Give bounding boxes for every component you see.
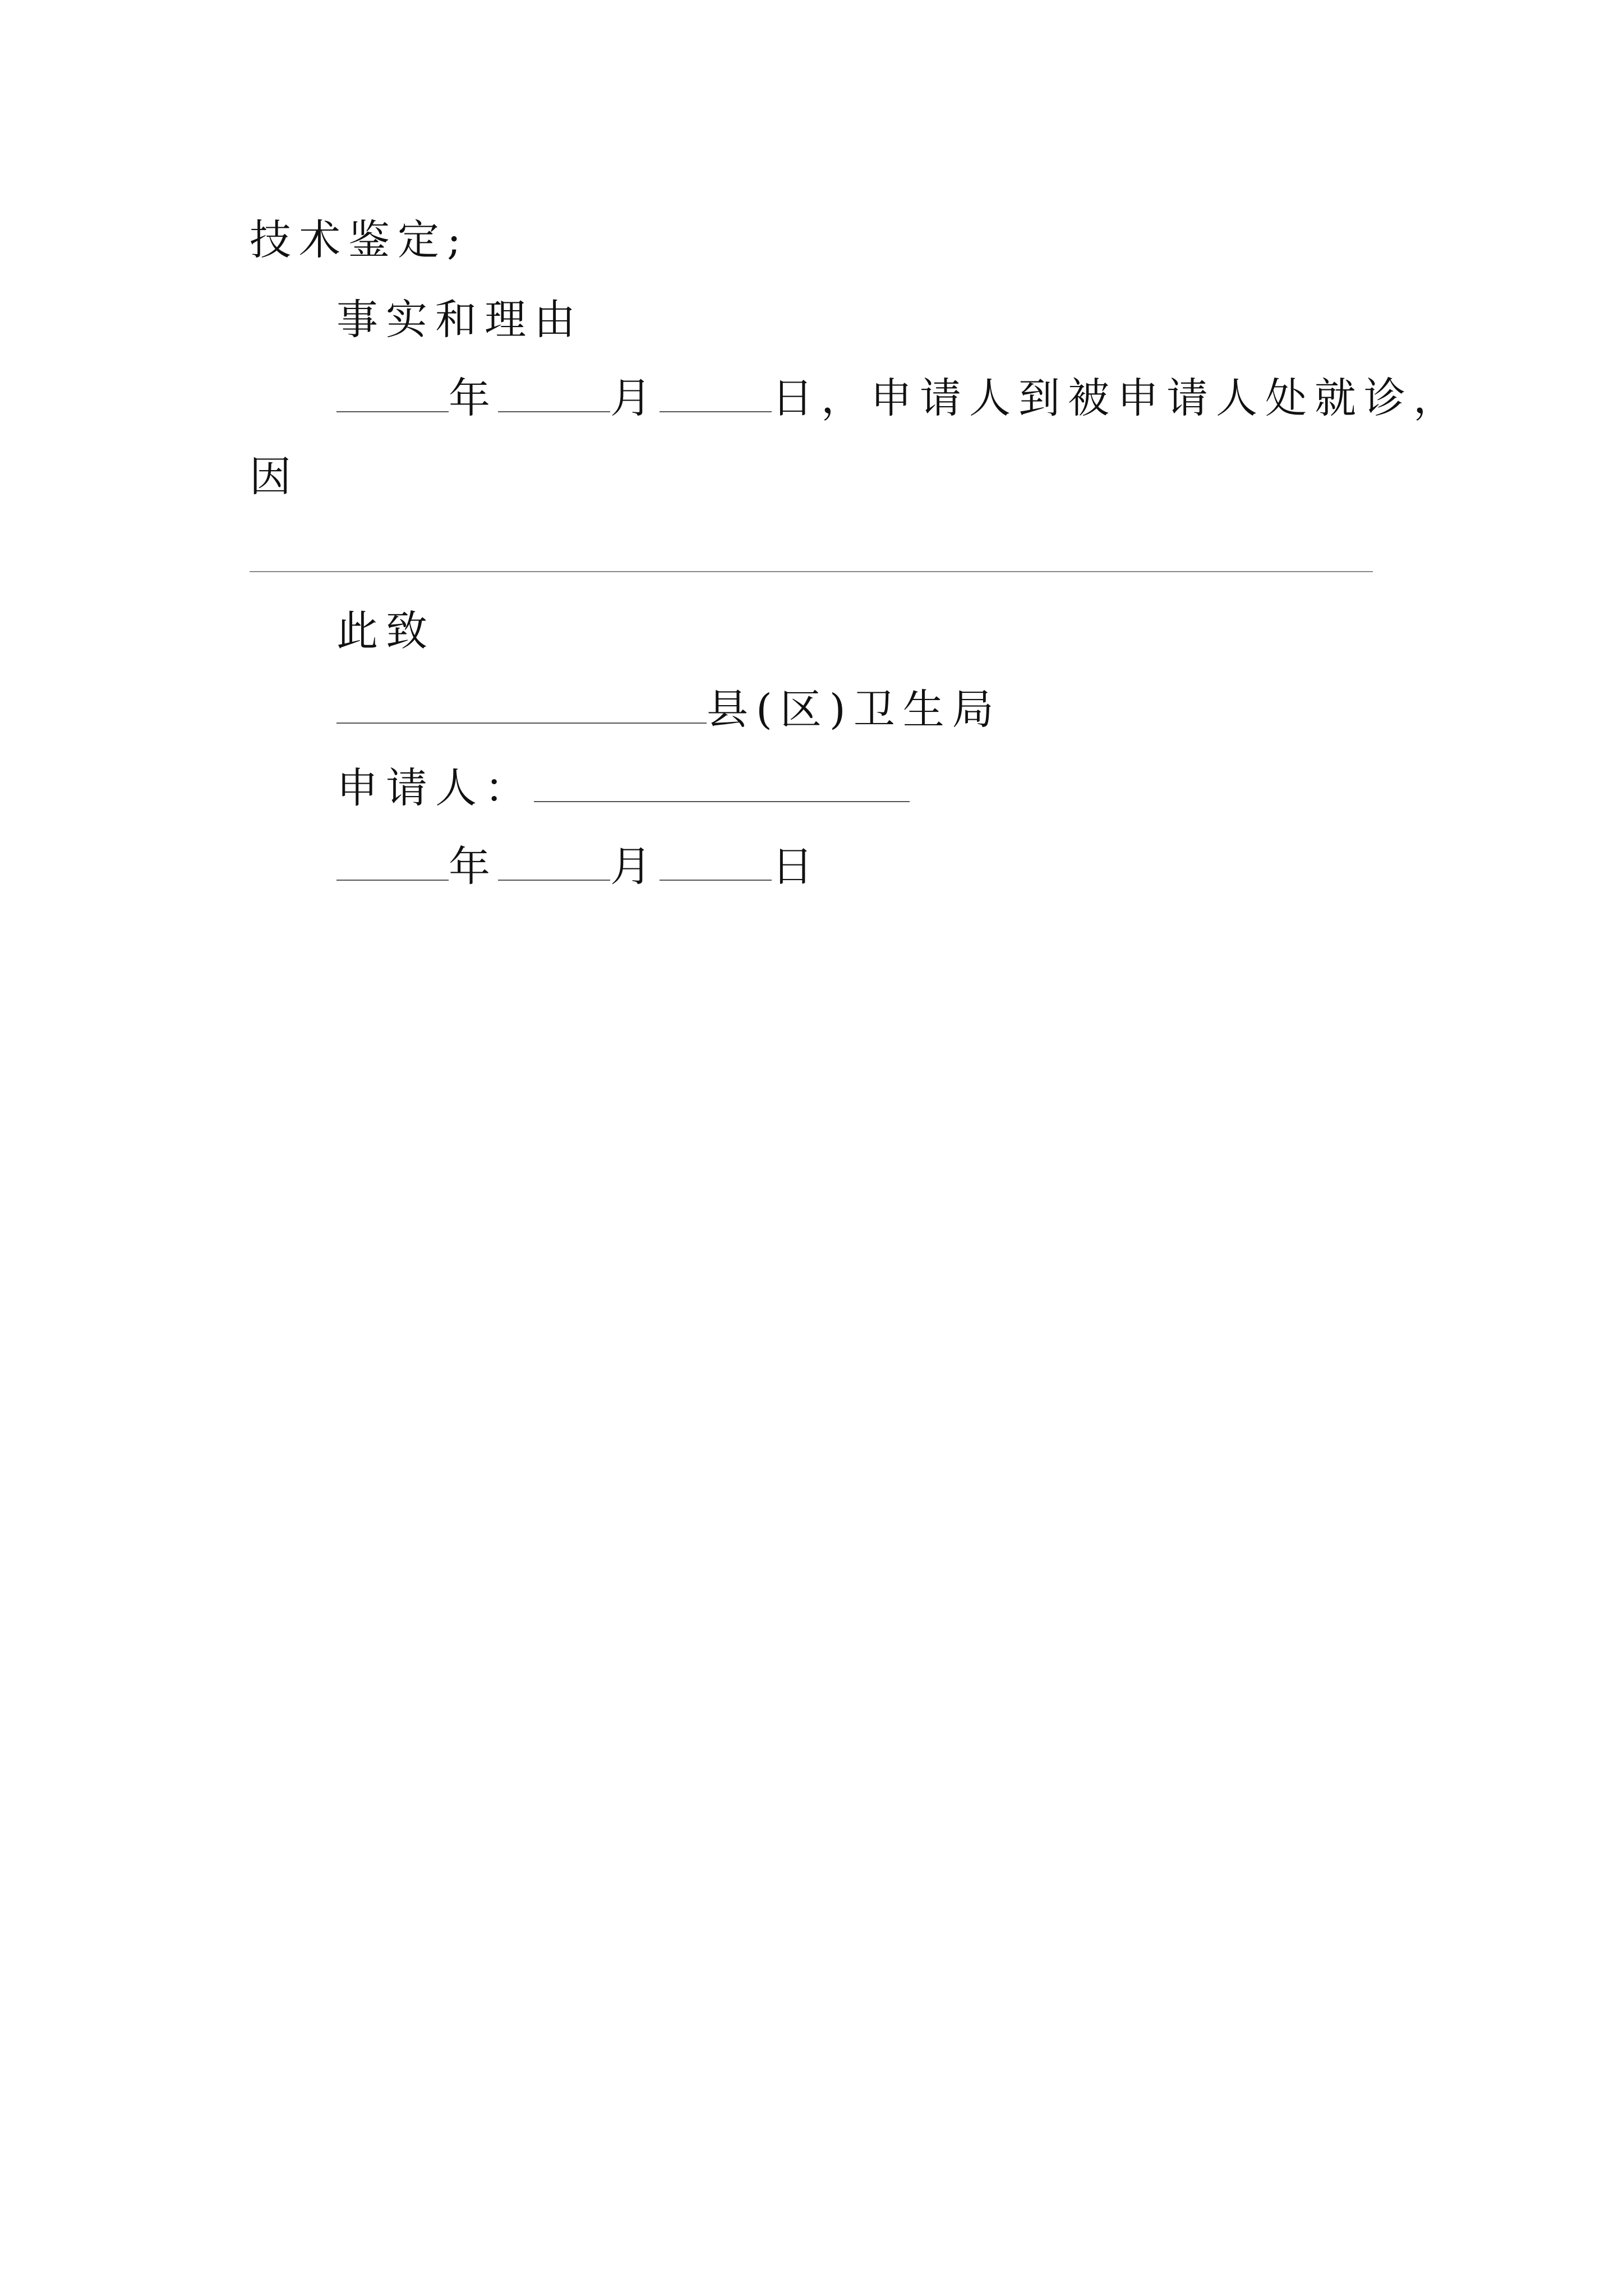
recipient-county-blank[interactable] [336, 684, 707, 724]
applicant-signature-blank[interactable] [534, 763, 910, 802]
text-line-technical-appraisal [250, 212, 469, 268]
cause-fill-in-line[interactable] [250, 571, 1373, 572]
technical-appraisal-text: 技术鉴定; [250, 216, 469, 264]
signature-month-label: 月 [610, 843, 660, 891]
facts-date-line [336, 370, 1463, 426]
cause-line [250, 449, 299, 505]
facts-and-reasons-heading: 事实和理由 [336, 296, 583, 344]
recipient-text: 县(区)卫生局 [707, 685, 1002, 734]
signature-date-line [336, 839, 821, 895]
salutation-line [336, 603, 435, 659]
signature-year-label: 年 [449, 843, 498, 891]
day-blank[interactable] [660, 373, 772, 412]
facts-sentence: 日，申请人到被申请人处就诊， [772, 374, 1463, 422]
signature-year-blank[interactable] [336, 841, 449, 881]
recipient-line [336, 682, 1002, 738]
year-label: 年 [449, 374, 498, 422]
applicant-line [336, 760, 910, 816]
salutation-text: 此致 [336, 607, 435, 655]
month-label: 月 [610, 374, 660, 422]
applicant-label: 申请人： [336, 764, 534, 812]
signature-month-blank[interactable] [498, 841, 610, 881]
signature-day-label: 日 [772, 843, 821, 891]
cause-text: 因 [250, 453, 299, 501]
section-heading [336, 292, 583, 348]
year-blank[interactable] [336, 373, 449, 412]
month-blank[interactable] [498, 373, 610, 412]
signature-day-blank[interactable] [660, 841, 772, 881]
